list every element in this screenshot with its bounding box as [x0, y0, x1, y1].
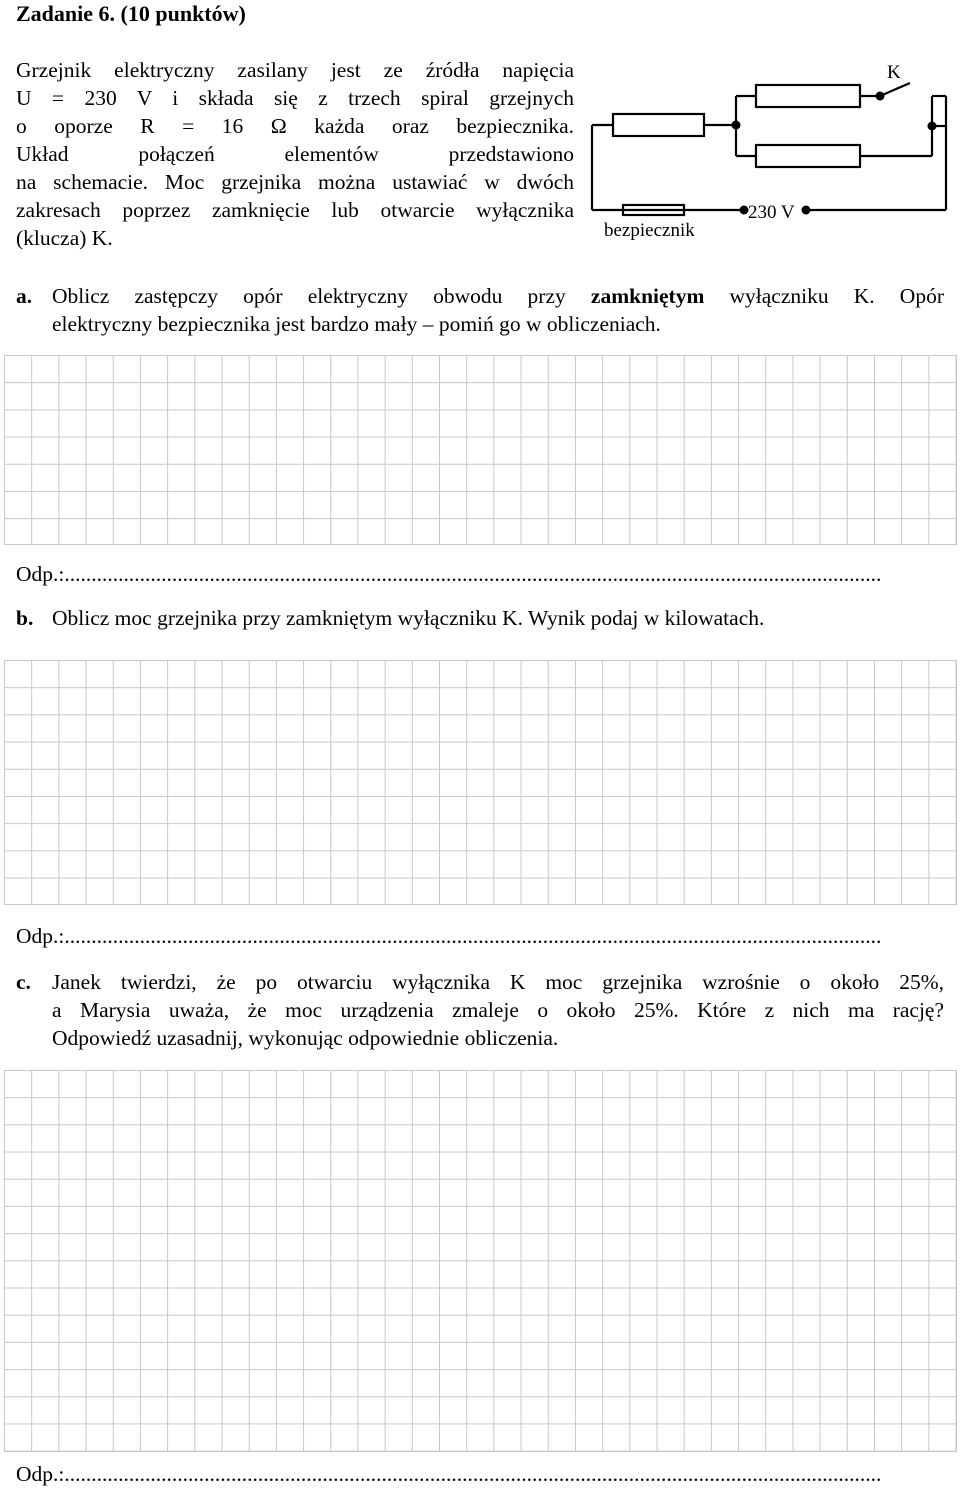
- task-intro: [16, 56, 574, 252]
- junction-node: [732, 121, 741, 130]
- switch-label: K: [887, 62, 901, 83]
- answer-line-b[interactable]: [16, 924, 944, 949]
- switch-lever: [880, 83, 910, 96]
- emphasis-text: zamkniętym: [590, 284, 705, 308]
- question-text: wyłączniku K. Opór: [704, 284, 944, 308]
- answer-label: Odp.:: [16, 924, 65, 948]
- intro-line: U = 230 V i składa się z trzech spiral grzejnych: [16, 86, 574, 110]
- source-terminal: [802, 206, 811, 215]
- question-a: [16, 282, 944, 336]
- resistor-3: [756, 145, 860, 167]
- answer-line-c[interactable]: [16, 1462, 944, 1487]
- answer-grid-a[interactable]: [4, 355, 957, 545]
- question-c-line-2: a Marysia uważa, że moc urządzenia zmaleje o około 25%. Które z nich ma rację?: [52, 998, 944, 1022]
- question-c: [16, 968, 944, 1050]
- intro-line: zakresach poprzez zamknięcie lub otwarcie wyłącznika: [16, 198, 574, 222]
- intro-line: o oporze R = 16 Ω każda oraz bezpiecznika.: [16, 114, 574, 138]
- answer-line-a[interactable]: [16, 562, 944, 587]
- resistor-2: [756, 85, 860, 107]
- answer-dots: ........................................................................................................................................................: [64, 562, 882, 586]
- voltage-label: 230 V: [748, 202, 795, 223]
- question-text: Oblicz zastępczy opór elektryczny obwodu przy: [52, 284, 591, 308]
- question-a-line-1: [52, 282, 944, 310]
- question-c-line-1: Janek twierdzi, że po otwarciu wyłącznika K moc grzejnika wzrośnie o około 25%,: [52, 970, 944, 994]
- question-c-label: c.: [16, 970, 31, 994]
- fuse-label: bezpiecznik: [604, 220, 695, 241]
- question-a-label: a.: [16, 284, 33, 308]
- question-c-line-3: Odpowiedź uzasadnij, wykonując odpowiednie obliczenia.: [52, 1026, 559, 1050]
- intro-line: na schemacie. Moc grzejnika można ustawiać w dwóch: [16, 170, 574, 194]
- resistor-1: [613, 114, 704, 136]
- intro-line: (klucza) K.: [16, 226, 113, 250]
- question-b: [16, 604, 944, 632]
- answer-dots: ........................................................................................................................................................: [64, 924, 882, 948]
- answer-grid-c[interactable]: [4, 1070, 957, 1452]
- intro-line: Układ połączeń elementów przedstawiono: [16, 142, 574, 166]
- answer-label: Odp.:: [16, 1462, 65, 1486]
- answer-dots: ........................................................................................................................................................: [64, 1462, 882, 1486]
- answer-label: Odp.:: [16, 562, 65, 586]
- question-a-line-2: elektryczny bezpiecznika jest bardzo mały – pomiń go w obliczeniach.: [52, 312, 661, 336]
- task-number: Zadanie 6.: [16, 1, 116, 26]
- question-b-line-1: Oblicz moc grzejnika przy zamkniętym wyłączniku K. Wynik podaj w kilowatach.: [52, 606, 765, 630]
- intro-line: Grzejnik elektryczny zasilany jest ze źródła napięcia: [16, 58, 574, 82]
- task-points: (10 punktów): [120, 1, 246, 26]
- task-title: [16, 1, 246, 27]
- answer-grid-b[interactable]: [4, 660, 957, 905]
- question-b-label: b.: [16, 606, 34, 630]
- junction-node: [928, 122, 937, 131]
- circuit-diagram: [580, 52, 950, 252]
- switch-contact: [876, 92, 885, 101]
